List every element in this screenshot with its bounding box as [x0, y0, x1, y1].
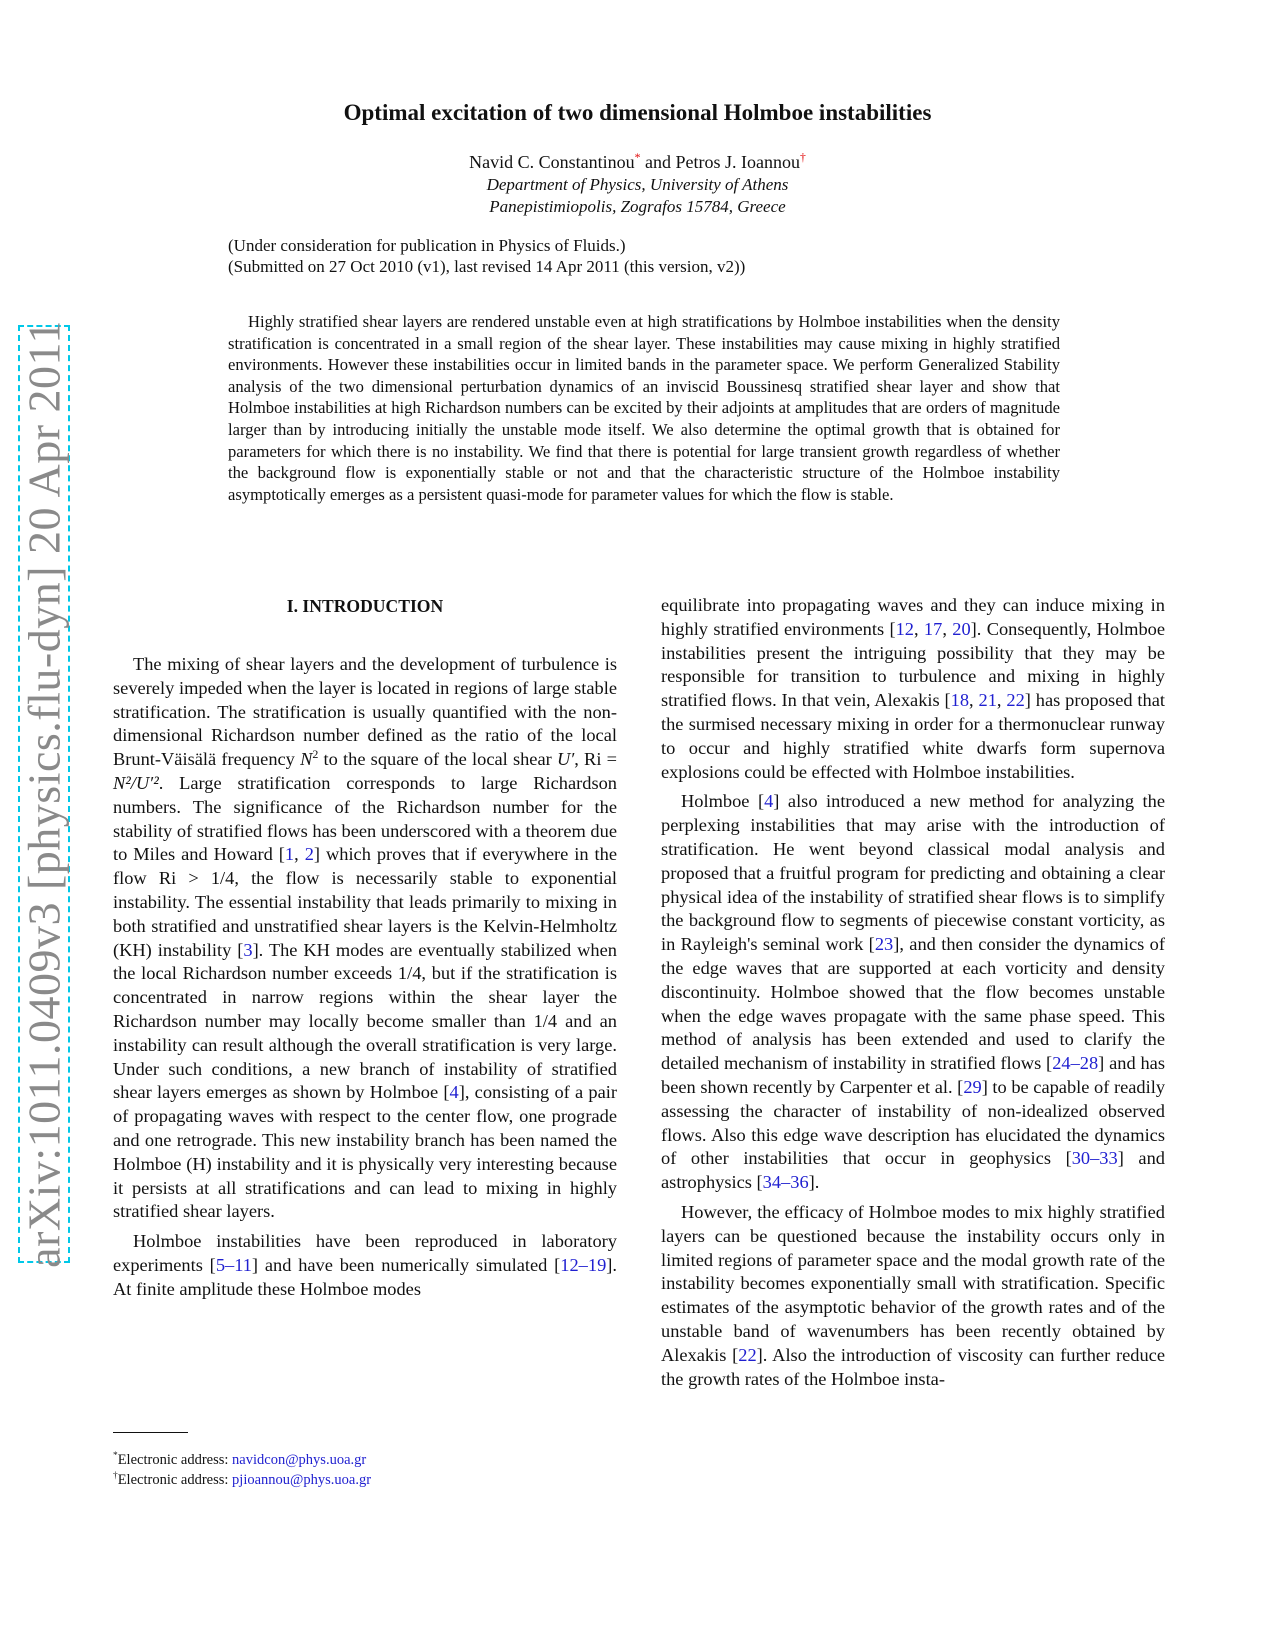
footnote-marker[interactable]: † — [800, 151, 806, 164]
paragraph: Holmboe instabilities have been reproduced in laboratory experiments [5–11] and have been numerically simulated [12–19]. At finite amplitude these Holmboe modes — [113, 1231, 617, 1299]
footnote-marker: * — [113, 1451, 118, 1462]
citation-link[interactable]: 12–19 — [560, 1254, 607, 1275]
author-name: Navid C. Constantinou — [469, 152, 635, 172]
section-heading: I. INTRODUCTION — [286, 596, 444, 616]
citation-link[interactable]: 12 — [895, 618, 914, 639]
citation-link[interactable]: 22 — [738, 1344, 757, 1365]
citation-link[interactable]: 30–33 — [1071, 1148, 1118, 1169]
paragraph: Holmboe [4] also introduced a new method for analyzing the perplexing instabilities that may arise with the introduction of stratification. He went beyond classical modal analysis and proposed that a fruitful program for predicting and obtaining a clear physical idea of the instability of stratified shear flows is to simplify the background flow to segments of piecewise constant vorticity, as in Rayleigh's seminal work [23], and then consider the dynamics of the edge waves that are supported at each vorticity and density discontinuity. Holmboe showed that the flow becomes unstable when the edge waves propagate with the same phase speed. This method of analysis has been extended and used to clarify the detailed mechanism of instability in stratified flows [24–28] and has been shown recently by Carpenter et al. [29] to be capable of readily assessing the character of instability of non-idealized observed flows. Also this edge wave description has elucidated the dynamics of other instabilities that occur in geophysics [30–33] and astrophysics [34–36]. — [661, 791, 1166, 1193]
citation-link[interactable]: 21 — [978, 690, 997, 711]
publication-note: (Under consideration for publication in Physics of Fluids.) — [228, 236, 626, 255]
paragraph: The mixing of shear layers and the development of turbulence is severely impeded when the layer is located in regions of large stable stratification. The stratification is usually quantified with the non-dimensional Richardson number defined as the ratio of the local Brunt-Väisälä frequency $N^2$ to the square of the local shear U′, Ri = N²/U′². Large stratification corresponds to large Richardson numbers. The significance of the Richardson number for the stability of stratified flows has been underscored with a theorem due to Miles and Howard [1, 2] which proves that if everywhere in the flow Ri > 1/4, the flow is necessarily stable to exponential instability. The essential instability that leads primarily to mixing in both stratified and unstratified shear layers is the Kelvin-Helmholtz (KH) instability [3]. The KH modes are eventually stabilized when the local Richardson number exceeds 1/4, but if the stratification is concentrated in narrow regions within the shear layer the Richardson number may locally become smaller than 1/4 and an instability can result although the overall stratification is very large. Under such conditions, a new branch of instability of stratified shear layers emerges as shown by Holmboe [4], consisting of a pair of propagating waves with respect to the center flow, one prograde and one retrograde. This new instability branch has been named the Holmboe (H) instability and it is physically very interesting because it persists at all stratifications and can lead to mixing in highly stratified shear layers. — [113, 654, 617, 1222]
email-link[interactable]: pjioannou@phys.uoa.gr — [232, 1472, 372, 1488]
citation-link[interactable]: 1 — [284, 844, 295, 865]
abstract: Highly stratified shear layers are rendered unstable even at high stratifications by Holmboe instabilities when the density stratification is concentrated in a small region of the shear layer. These instabilities may cause mixing in highly stratified environments. However these instabilities occur in limited bands in the parameter space. We perform Generalized Stability analysis of the two dimensional perturbation dynamics of an inviscid Boussinesq stratified shear layer and show that Holmboe instabilities at high Richardson numbers can be excited by their adjoints at amplitudes that are orders of magnitude larger than by introducing initially the unstable mode itself. We also determine the optimal growth that is obtained for parameters for which there is no instability. We find that there is potential for large transient growth regardless of whether the background flow is exponentially stable or not and that the characteristic structure of the Holmboe instability asymptotically emerges as a persistent quasi-mode for parameter values for which the flow is stable. — [228, 312, 1060, 504]
author-conjunction: and — [640, 152, 676, 172]
citation-link[interactable]: 5–11 — [215, 1254, 252, 1275]
left-column — [113, 653, 617, 1308]
citation-link[interactable]: 24–28 — [1052, 1053, 1099, 1074]
math-formula: N²/U′² — [113, 772, 159, 793]
citation-link[interactable]: 18 — [950, 690, 970, 711]
footnote: *Electronic address: navidcon@phys.uoa.gr — [113, 1451, 367, 1468]
citation-link[interactable]: 29 — [963, 1076, 982, 1097]
math-symbol: U′ — [556, 749, 575, 770]
citation-link[interactable]: 4 — [764, 791, 774, 812]
math-symbol: N — [300, 749, 313, 770]
citation-link[interactable]: 22 — [1006, 690, 1025, 711]
footnote: †Electronic address: pjioannou@phys.uoa.gr — [113, 1471, 372, 1488]
paper-title: Optimal excitation of two dimensional Holmboe instabilities — [343, 100, 932, 125]
citation-link[interactable]: 3 — [243, 939, 253, 960]
submission-note: (Submitted on 27 Oct 2010 (v1), last revised 14 Apr 2011 (this version, v2)) — [228, 257, 746, 276]
footnote-marker[interactable]: * — [634, 151, 641, 164]
citation-link[interactable]: 2 — [304, 844, 314, 865]
arxiv-side-stamp — [18, 320, 70, 1268]
paragraph: However, the efficacy of Holmboe modes to mix highly stratified layers can be questioned because the instability occurs only in limited regions of parameter space and the modal growth rate of the instability becomes exponentially small with stratification. Specific estimates of the asymptotic behavior of the growth rates and of the unstable band of wavenumbers has been recently obtained by Alexakis [22]. Also the introduction of viscosity can further reduce the growth rates of the Holmboe insta- — [661, 1201, 1165, 1389]
citation-link[interactable]: 4 — [449, 1082, 459, 1103]
affiliation-line: Panepistimiopolis, Zografos 15784, Greece — [489, 197, 786, 216]
citation-link[interactable]: 17 — [923, 618, 943, 639]
citation-link[interactable]: 23 — [874, 934, 894, 955]
paragraph: equilibrate into propagating waves and they can induce mixing in highly stratified environments [12, 17, 20]. Consequently, Holmboe instabilities present the intriguing possibility that they may be responsible for transition to turbulence and mixing in highly stratified flows. In that vein, Alexakis [18, 21, 22] has proposed that the surmised necessary mixing in order for a thermonuclear runway to occur and highly stratified white dwarfs form supernova explosions could be effected with Holmboe instabilities. — [661, 595, 1166, 782]
footnote-marker: † — [113, 1471, 118, 1482]
affiliation-line: Department of Physics, University of Athens — [486, 175, 789, 194]
email-link[interactable]: navidcon@phys.uoa.gr — [232, 1452, 367, 1468]
citation-link[interactable]: 34–36 — [762, 1172, 809, 1193]
citation-link[interactable]: 20 — [952, 618, 971, 639]
right-column — [661, 594, 1165, 1397]
author-line — [0, 152, 1275, 173]
author-name: Petros J. Ioannou — [675, 152, 800, 172]
arxiv-identifier: arXiv:1011.0409v3 [physics.flu-dyn] 20 Apr 2011 — [18, 320, 70, 1268]
footnote-rule — [113, 1432, 188, 1433]
